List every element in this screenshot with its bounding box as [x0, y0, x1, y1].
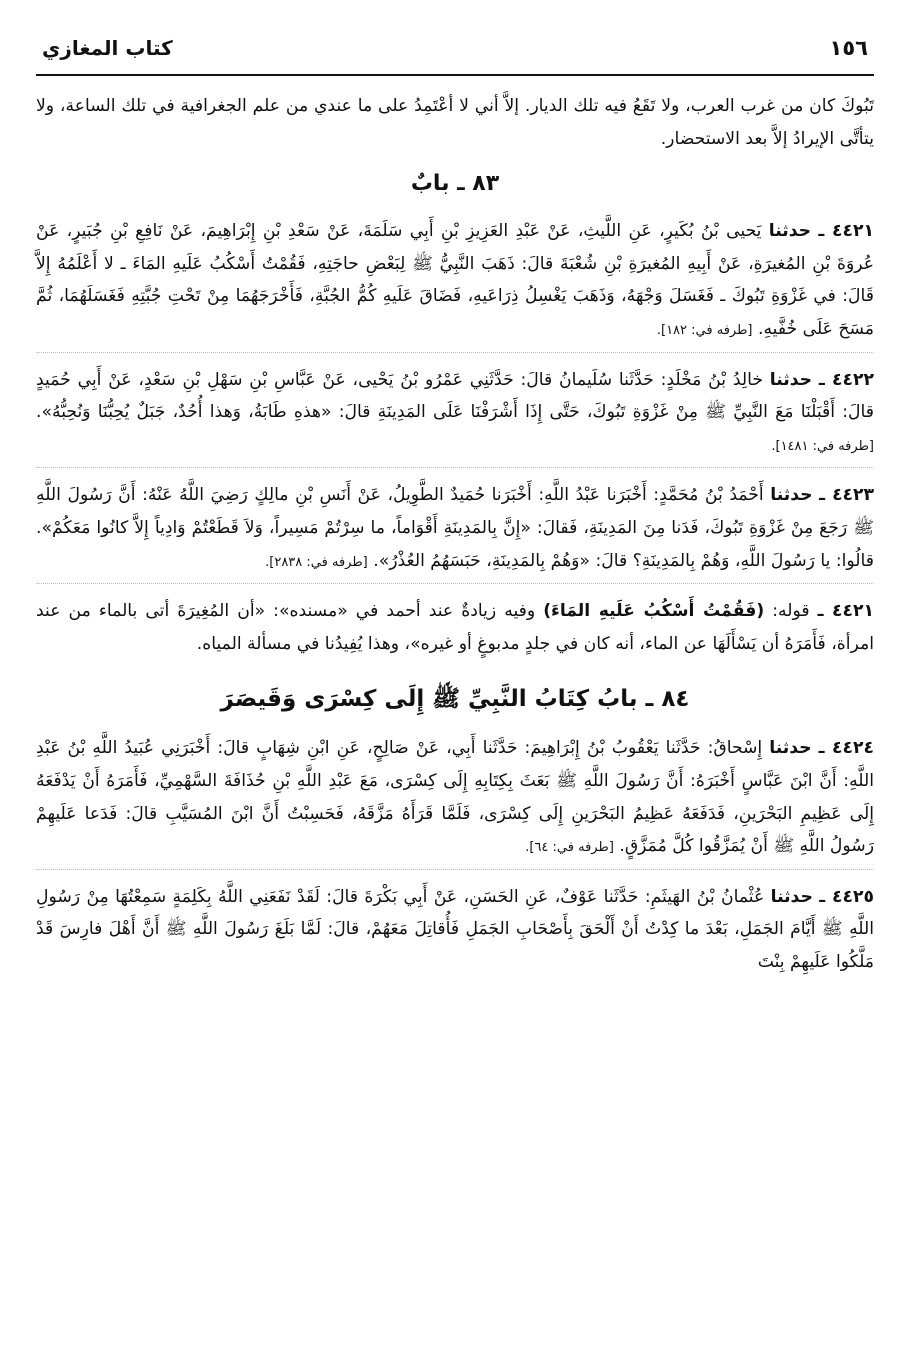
hadith-text: أَحْمَدُ بْنُ مُحَمَّدٍ: أَخْبَرَنا عَبْدُ اللَّهِ: أَخْبَرَنا حُمَيدٌ الطَّوِيلُ، عَنْ أَنَسِ بْنِ مالِكٍ رَضِيَ اللَّهُ عَنْهُ: أَنَّ رَسُولَ اللَّهِ ﷺ رَجَعَ مِنْ غَزْوَةِ تَبُوكَ، فَدَنا مِنَ المَدِينَةِ، فَقالَ: «إِنَّ بِالمَدِينَةِ أَقْوَاماً، ما سِرْتُمْ مَسِيراً، وَلاَ قَطَعْتُمْ وَادِياً إِلاَّ كانُوا مَعَكُمْ». قالُوا: يا رَسُولَ اللَّهِ، وَهُمْ بِالمَدِينَةِ؟ قالَ: «وَهُمْ بِالمَدِينَةِ، حَبَسَهُمُ العُذْرُ».	[36, 485, 874, 571]
hadith-number: ٤٤٢٣ ـ	[819, 485, 875, 506]
hadith-4421	[36, 215, 874, 352]
hadith-4425-paragraph	[36, 881, 874, 979]
book-title: كتاب المغازي	[42, 36, 173, 60]
cross-reference: [طرفه في: ٢٨٣٨].	[265, 554, 368, 570]
intro-paragraph: تَبُوكَ كان من غرب العرب، ولا تَقَعُ فيه تلك الديار. إلاَّ أني لا أعْتَمِدُ على ما عندي من علم الجغرافية في تلك الساعة، ولا يتأتَّى الإيرادُ إلاَّ بعد الاستحضار.	[36, 96, 874, 149]
hadith-4422-paragraph	[36, 364, 874, 464]
cross-reference: [طرفه في: ١٨٢].	[656, 322, 753, 338]
hadith-4422	[36, 364, 874, 469]
commentary-paragraph	[36, 595, 874, 660]
hadith-4424	[36, 732, 874, 869]
hadith-4423-paragraph	[36, 479, 874, 579]
chain-start: حدثنا	[769, 738, 812, 759]
cross-reference: [طرفه في: ١٤٨١].	[771, 438, 874, 454]
commentary-text: وفيه زيادةٌ عند أحمد في «مسنده»: «أن المُغِيرَةَ أتى بالماء من عند امرأة، فَأَمَرَهُ أن يَسْأَلَهَا عن الماء، أنه كان في جلدٍ مدبوغٍ أو غيره»، وهذا يُفِيدُنا في مسألة المياه.	[36, 601, 874, 654]
chain-start: حدثنا	[770, 886, 813, 907]
hadith-4423	[36, 479, 874, 584]
chain-start: حدثنا	[768, 221, 812, 242]
running-head	[36, 36, 874, 76]
chain-start: حدثنا	[769, 369, 813, 390]
commentary-quote: (فَقُمْتُ أَسْكُبُ عَلَيهِ المَاءَ)	[543, 601, 765, 622]
commentary-number: ٤٤٢١ ـ	[817, 601, 874, 622]
commentary-lead: قوله:	[772, 601, 810, 622]
hadith-4424-paragraph	[36, 732, 874, 864]
chain-start: حدثنا	[770, 485, 813, 506]
hadith-text: خالِدُ بْنُ مَخْلَدٍ: حَدَّثَنا سُلَيمانُ قالَ: حَدَّثَنِي عَمْرُو بْنُ يَحْيى، عَنْ عَبَّاسِ بْنِ سَهْلِ بْنِ سَعْدٍ، عَنْ أَبِي حُمَيدٍ قالَ: أَقْبَلْنَا مَعَ النَّبِيِّ ﷺ مِنْ غَزْوَةِ تَبُوكَ، حَتَّى إِذَا أَشْرَفْنَا عَلَى المَدِينَةِ قالَ: «هذهِ طَابَةُ، وَهذا أُحُدٌ، جَبَلٌ يُحِبُّنَا وَنُحِبُّهُ».	[36, 369, 874, 423]
hadith-number: ٤٤٢٢ ـ	[818, 369, 875, 390]
cross-reference: [طرفه في: ٦٤].	[525, 840, 614, 856]
commentary-4421	[36, 595, 874, 664]
page-content	[36, 90, 874, 982]
hadith-number: ٤٤٢١ ـ	[818, 221, 875, 242]
page-number: ١٥٦	[829, 36, 868, 60]
chapter-heading-83: ٨٣ ـ بابٌ	[410, 171, 500, 197]
hadith-number: ٤٤٢٥ ـ	[819, 886, 875, 907]
hadith-4425	[36, 881, 874, 983]
hadith-4421-paragraph	[36, 215, 874, 347]
chapter-heading-84: ٨٤ ـ بابُ كِتَابُ النَّبِيِّ ﷺ إِلَى كِسْرَى وَقَيصَرَ	[220, 686, 690, 713]
hadith-text: عُثْمانُ بْنُ الهَيثَمِ: حَدَّثَنا عَوْفٌ، عَنِ الحَسَنِ، عَنْ أَبِي بَكْرَةَ قالَ: لَقَدْ نَفَعَنِي اللَّهُ بِكَلِمَةٍ سَمِعْتُهَا مِنْ رَسُولِ اللَّهِ ﷺ أَيَّامَ الجَمَلِ، بَعْدَ ما كِدْتُ أَنْ أَلْحَقَ بِأَصْحَابِ الجَمَلِ فَأُقاتِلَ مَعَهُمْ، قالَ: لَمَّا بَلَغَ رَسُولَ اللَّهِ ﷺ أَنَّ أَهْلَ فارِسَ قَدْ مَلَّكُوا عَلَيهِمْ بِنْتَ	[36, 886, 874, 972]
hadith-text: إِسْحاقُ: حَدَّثَنا يَعْقُوبُ بْنُ إِبْرَاهِيمَ: حَدَّثَنا أَبِي، عَنْ صَالِحٍ، عَنِ ابْنِ شِهَابٍ قالَ: أَخْبَرَنِي عُبَيدُ اللَّهِ بْنُ عَبْدِ اللَّهِ: أَنَّ ابْنَ عَبَّاسٍ أَخْبَرَهُ: أَنَّ رَسُولَ اللَّهِ ﷺ بَعَثَ بِكِتَابِهِ إِلَى كِسْرَى، مَعَ عَبْدِ اللَّهِ بْنِ حُذَافَةَ السَّهْمِيِّ، فَأَمَرَهُ أَنْ يَدْفَعَهُ إِلَى عَظِيمِ البَحْرَينِ، فَدَفَعَهُ عَظِيمُ البَحْرَينِ إِلَى كِسْرَى، فَلَمَّا قَرَأَهُ مَزَّقَهُ، فَحَسِبْتُ أَنَّ ابْنَ المُسَيَّبِ قالَ: فَدَعا عَلَيهِمْ رَسُولُ اللَّهِ ﷺ أَنْ يُمَزَّقُوا كُلَّ مُمَزَّقٍ.	[36, 738, 874, 857]
hadith-text: يَحيى بْنُ بُكَيرٍ، عَنِ اللَّيثِ، عَنْ عَبْدِ العَزِيزِ بْنِ أَبِي سَلَمَةَ، عَنْ سَعْدِ بْنِ إِبْرَاهِيمَ، عَنْ نَافِعِ بْنِ جُبَيرٍ، عَنْ عُروَةَ بْنِ المُغيرَةِ، عَنْ أَبِيهِ المُغيرَةِ بْنِ شُعْبَةَ قالَ: ذَهَبَ النَّبِيُّ ﷺ لِبَعْضِ حاجَتِهِ، فَقُمْتُ أَسْكُبُ عَلَيهِ المَاءَ ـ لا أَعْلَمُهُ إِلاَّ قَالَ: في غَزْوَةِ تَبُوكَ ـ فَغَسَلَ وَجْهَهُ، وَذَهَبَ يَغْسِلُ ذِرَاعَيهِ، فَضَاقَ عَلَيهِ كُمُّ الجُبَّةِ، فَأَخْرَجَهُمَا مِنْ تَحْتِ جُبَّتِهِ فَغَسَلَهُمَا، ثُمَّ مَسَحَ عَلَى خُفَّيهِ.	[36, 221, 874, 339]
hadith-number: ٤٤٢٤ ـ	[818, 738, 875, 759]
